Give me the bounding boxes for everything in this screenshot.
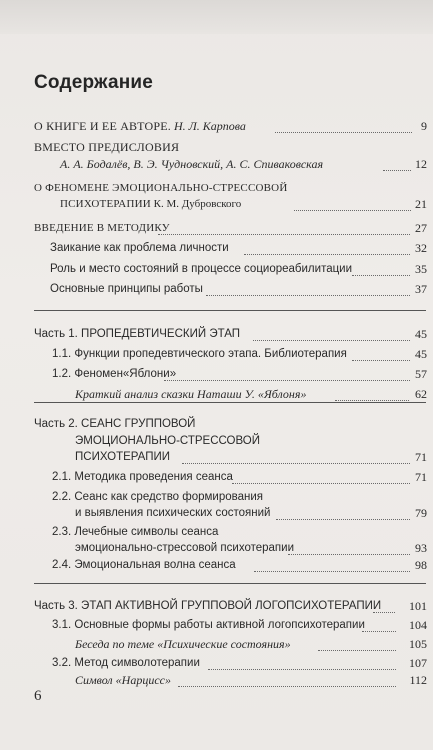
leader-dots [294, 209, 411, 211]
toc-entry-3-1[interactable]: 3.1. Основные формы работы активной логопсихотерапии [52, 619, 365, 631]
page-ref: 45 [415, 327, 427, 341]
toc-part-2-title-line2: ЭМОЦИОНАЛЬНО-СТРЕССОВОЙ [75, 435, 260, 447]
leader-dots [275, 131, 412, 133]
toc-entry-introduction[interactable] [34, 220, 170, 236]
leader-dots [158, 233, 410, 235]
page-ref: 79 [415, 506, 427, 520]
toc-entry-conversation[interactable]: Беседа по теме «Психические состояния» [75, 637, 291, 651]
page-ref: 21 [415, 197, 427, 211]
leader-dots [206, 294, 410, 296]
leader-dots [362, 630, 396, 632]
toc-entry-phenomenon-cont [60, 196, 241, 212]
leader-dots [253, 339, 410, 341]
leader-dots [182, 462, 410, 464]
leader-dots [288, 553, 410, 555]
leader-dots [164, 379, 410, 381]
page-ref: 104 [409, 618, 427, 632]
toc-part-1-title[interactable]: Часть 1. ПРОПЕДЕВТИЧЕСКИЙ ЭТАП [34, 328, 241, 340]
toc-entry-2-2-line2: и выявления психических состояний [75, 507, 271, 519]
toc-entry-2-2[interactable]: 2.2. Сеанс как средство формирования [52, 491, 264, 503]
toc-part-2-title-line3: ПСИХОТЕРАПИИ [75, 451, 171, 463]
entry-label: О ФЕНОМЕНЕ ЭМОЦИОНАЛЬНО-СТРЕССОВОЙ [34, 182, 288, 194]
entry-label: ВВЕДЕНИЕ В МЕТОДИКУ [34, 222, 170, 234]
page-ref: 71 [415, 450, 427, 464]
page-ref: 112 [409, 673, 427, 687]
toc-entry-1-2[interactable]: 1.2. Феномен«Яблони» [52, 368, 177, 380]
section-divider [34, 583, 426, 584]
leader-dots [244, 253, 410, 255]
leader-dots [208, 668, 396, 670]
toc-entry-preface[interactable] [34, 139, 179, 155]
page-ref: 105 [409, 637, 427, 651]
page-ref: 62 [415, 387, 427, 401]
toc-entry-about-book[interactable] [34, 118, 246, 134]
toc-entry-role-of-states[interactable]: Роль и место состояний в процессе социореабилитации [50, 263, 353, 275]
page-ref: 57 [415, 367, 427, 381]
page-ref: 93 [415, 541, 427, 555]
toc-entry-2-1[interactable]: 2.1. Методика проведения сеанса [52, 471, 233, 483]
page-ref: 35 [415, 262, 427, 276]
entry-author: А. А. Бодалёв, В. Э. Чудновский, А. С. Спиваковская [60, 157, 324, 171]
leader-dots [373, 611, 395, 613]
toc-part-2-title[interactable]: Часть 2. СЕАНС ГРУППОВОЙ [34, 418, 196, 430]
page-ref: 37 [415, 282, 427, 296]
page-ref: 107 [409, 656, 427, 670]
page-ref: 45 [415, 347, 427, 361]
leader-dots [232, 482, 410, 484]
toc-entry-phenomenon[interactable] [34, 180, 287, 196]
toc-entry-stuttering[interactable]: Заикание как проблема личности [50, 242, 229, 254]
section-divider [34, 402, 426, 403]
page-ref: 27 [415, 221, 427, 235]
entry-label: ПСИХОТЕРАПИИ [60, 198, 151, 210]
page-ref: 32 [415, 241, 427, 255]
page-ref: 98 [415, 558, 427, 572]
page-ref: 101 [409, 599, 427, 613]
toc-entry-principles[interactable]: Основные принципы работы [50, 283, 203, 295]
entry-label: ВМЕСТО ПРЕДИСЛОВИЯ [34, 140, 180, 154]
page-ref: 71 [415, 470, 427, 484]
toc-entry-1-1[interactable]: 1.1. Функции пропедевтического этапа. Библиотерапия [52, 348, 347, 360]
previous-page-edge [0, 0, 433, 34]
toc-part-3-title[interactable]: Часть 3. ЭТАП АКТИВНОЙ ГРУППОВОЙ ЛОГОПСИХОТЕРАПИИ [34, 600, 382, 612]
leader-dots [178, 685, 396, 687]
entry-author: К. М. Дубровского [153, 198, 242, 210]
entry-label: О КНИГЕ И ЕЕ АВТОРЕ. [34, 119, 171, 133]
entry-author: Н. Л. Карпова [173, 119, 246, 133]
toc-entry-3-2[interactable]: 3.2. Метод символотерапии [52, 657, 200, 669]
page-title: Содержание [34, 72, 154, 93]
page-number: 6 [34, 688, 42, 704]
leader-dots [276, 518, 410, 520]
page-ref: 12 [415, 157, 427, 171]
leader-dots [254, 570, 410, 572]
page-ref: 9 [421, 119, 427, 133]
toc-entry-2-3[interactable]: 2.3. Лечебные символы сеанса [52, 526, 219, 538]
toc-entry-2-4[interactable]: 2.4. Эмоциональная волна сеанса [52, 559, 236, 571]
toc-entry-tale-analysis[interactable]: Краткий анализ сказки Наташи У. «Яблоня» [75, 387, 307, 401]
leader-dots [318, 649, 396, 651]
toc-entry-narcissus[interactable]: Символ «Нарцисс» [75, 673, 171, 687]
section-divider [34, 310, 426, 311]
toc-entry-2-3-line2: эмоционально-стрессовой психотерапии [75, 542, 294, 554]
